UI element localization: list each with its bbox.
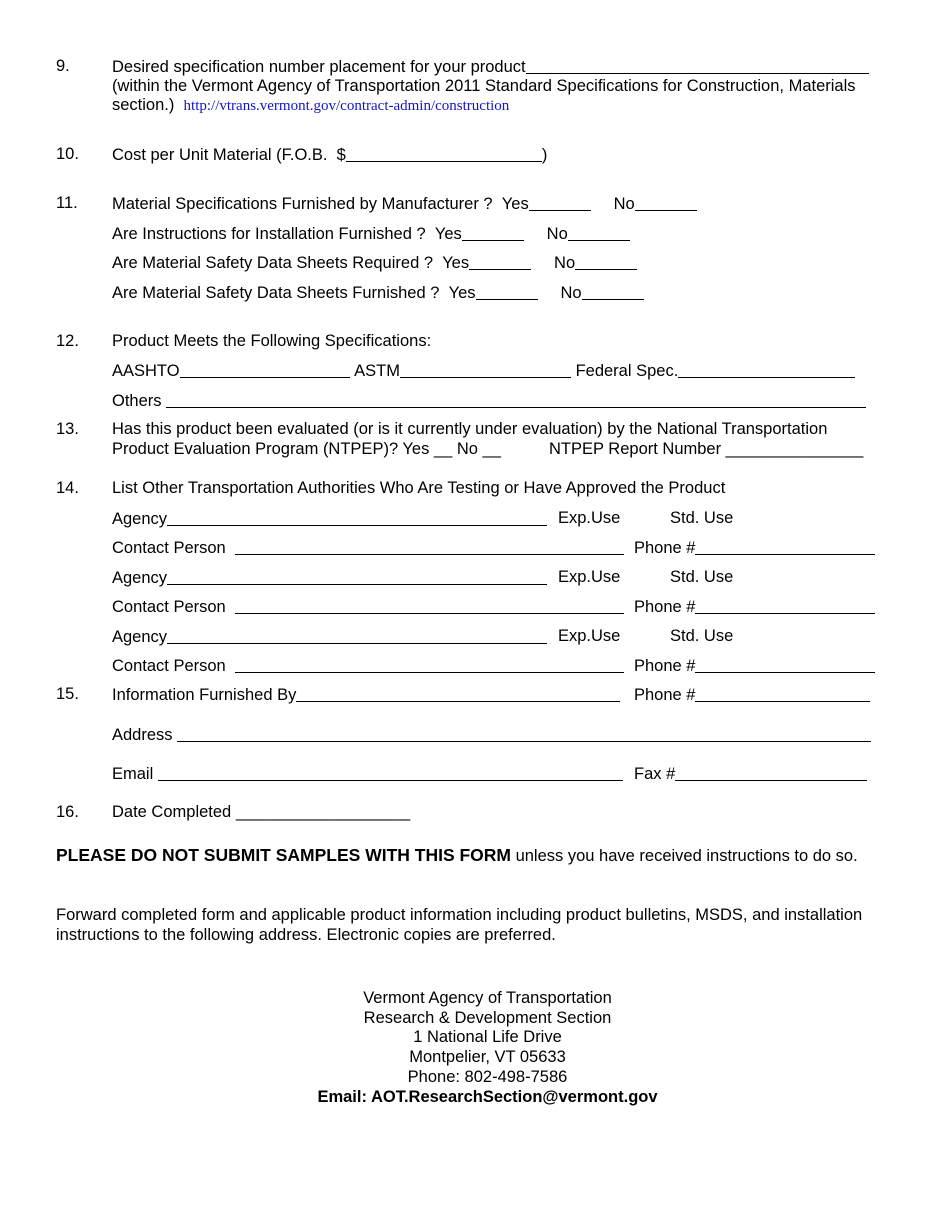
phone-label: Phone #: [634, 539, 696, 557]
forward-instructions: Forward completed form and applicable product information including product bulletins, MSDS, and installation instructions to the following address. Electronic copies are preferred.: [56, 906, 863, 944]
yes-field[interactable]: [529, 194, 591, 211]
item-13-line2: Product Evaluation Program (NTPEP)? Yes __ No __: [112, 440, 501, 458]
date-completed-field[interactable]: Date Completed ___________________: [112, 803, 411, 821]
fax-row: [634, 764, 867, 784]
phone-row: [634, 685, 870, 705]
phone-field[interactable]: [707, 685, 870, 702]
item-12-number: 12.: [56, 332, 79, 350]
contact-label: Contact Person: [112, 598, 226, 616]
item-14-number: 14.: [56, 479, 79, 497]
address-line-3: 1 National Life Drive: [413, 1028, 562, 1046]
no-label: No: [546, 225, 568, 243]
item-13-line1: Has this product been evaluated (or is it currently under evaluation) by the National Transportation: [112, 420, 828, 438]
contact-label: Contact Person: [112, 657, 226, 675]
construction-link[interactable]: http://vtrans.vermont.gov/contract-admin/construction: [183, 98, 510, 114]
contact-row: [112, 538, 624, 558]
no-label: No: [560, 284, 582, 302]
question-row: [112, 224, 630, 244]
question-text: Are Instructions for Installation Furnished ?: [112, 225, 426, 243]
contact-field[interactable]: [235, 656, 624, 673]
others-label: Others: [112, 392, 162, 410]
address-line-2: Research & Development Section: [363, 1009, 612, 1027]
std-use-label[interactable]: Std. Use: [670, 627, 734, 645]
fax-field[interactable]: [675, 764, 867, 781]
question-text: Material Specifications Furnished by Manufacturer ?: [112, 195, 493, 213]
agency-field[interactable]: [167, 568, 547, 585]
phone-field[interactable]: [695, 538, 875, 555]
phone-label: Phone #: [634, 686, 696, 704]
email-label: Email: [112, 765, 154, 783]
phone-field[interactable]: [695, 656, 875, 673]
item-13-number: 13.: [56, 420, 79, 438]
contact-field[interactable]: [235, 597, 624, 614]
yes-field[interactable]: [476, 283, 538, 300]
phone-row: [634, 538, 875, 558]
no-label: No: [554, 254, 576, 272]
astm-field[interactable]: [400, 361, 571, 378]
contact-row: [112, 656, 624, 676]
cost-field[interactable]: [346, 145, 542, 162]
item-14-title: List Other Transportation Authorities Who Are Testing or Have Approved the Product: [112, 479, 726, 497]
item-15-number: 15.: [56, 685, 79, 703]
agency-row: [112, 568, 547, 588]
email-row: [112, 764, 623, 784]
astm-label: ASTM: [354, 362, 400, 380]
address-phone: Phone: 802-498-7586: [407, 1068, 568, 1086]
others-row: [112, 391, 866, 411]
item-9-section: section.): [112, 96, 175, 114]
no-field[interactable]: [568, 224, 630, 241]
address-row: [112, 725, 871, 745]
question-row: [112, 253, 637, 273]
item-9-label: Desired specification number placement for your product: [112, 58, 526, 76]
question-row: [112, 283, 644, 303]
address-line-4: Montpelier, VT 05633: [409, 1048, 566, 1066]
agency-row: [112, 627, 547, 647]
no-label: No: [613, 195, 635, 213]
federal-spec-field[interactable]: [678, 361, 855, 378]
address-line-1: Vermont Agency of Transportation: [363, 989, 612, 1007]
no-field[interactable]: [635, 194, 697, 211]
furnished-by-field[interactable]: [296, 685, 620, 702]
yes-label: Yes: [448, 284, 476, 302]
yes-label: Yes: [501, 195, 529, 213]
item-9-line3: [112, 96, 509, 115]
item-16-number: 16.: [56, 803, 79, 821]
question-row: [112, 194, 697, 214]
agency-label: Agency: [112, 510, 168, 528]
agency-label: Agency: [112, 628, 168, 646]
notice: [56, 845, 906, 866]
furnished-by-row: [112, 685, 620, 705]
item-10-number: 10.: [56, 145, 79, 163]
exp-use-label[interactable]: Exp.Use: [558, 627, 621, 645]
yes-field[interactable]: [469, 253, 531, 270]
phone-field[interactable]: [695, 597, 875, 614]
std-use-label[interactable]: Std. Use: [670, 568, 734, 586]
phone-label: Phone #: [634, 598, 696, 616]
std-use-label[interactable]: Std. Use: [670, 509, 734, 527]
email-field[interactable]: [158, 764, 623, 781]
exp-use-label[interactable]: Exp.Use: [558, 509, 621, 527]
phone-row: [634, 656, 875, 676]
notice-bold: PLEASE DO NOT SUBMIT SAMPLES WITH THIS FORM: [56, 845, 511, 865]
fax-label: Fax #: [634, 765, 676, 783]
ntpep-report-number[interactable]: NTPEP Report Number _______________: [549, 440, 864, 458]
agency-field[interactable]: [167, 509, 547, 526]
question-text: Are Material Safety Data Sheets Furnished ?: [112, 284, 440, 302]
item-11-number: 11.: [56, 194, 78, 212]
yes-label: Yes: [442, 254, 470, 272]
contact-label: Contact Person: [112, 539, 226, 557]
item-12-title: Product Meets the Following Specifications:: [112, 332, 432, 350]
agency-label: Agency: [112, 569, 168, 587]
yes-label: Yes: [434, 225, 462, 243]
cost-close: ): [541, 146, 548, 164]
phone-row: [634, 597, 875, 617]
agency-row: [112, 509, 547, 529]
federal-spec-label: Federal Spec.: [575, 362, 679, 380]
currency-symbol: $: [336, 146, 346, 164]
phone-label: Phone #: [634, 657, 696, 675]
item-9-number: 9.: [56, 57, 70, 75]
aashto-label: AASHTO: [112, 362, 180, 380]
aashto-field[interactable]: [180, 361, 350, 378]
cost-label: Cost per Unit Material (F.O.B.: [112, 146, 328, 164]
spec-placement-field[interactable]: [526, 57, 869, 74]
address-email[interactable]: Email: AOT.ResearchSection@vermont.gov: [317, 1088, 658, 1106]
contact-field[interactable]: [235, 538, 624, 555]
contact-row: [112, 597, 624, 617]
exp-use-label[interactable]: Exp.Use: [558, 568, 621, 586]
yes-field[interactable]: [462, 224, 524, 241]
agency-field[interactable]: [167, 627, 547, 644]
item-9-question: [112, 57, 869, 77]
spec-row: [112, 361, 855, 381]
others-field[interactable]: [166, 391, 866, 408]
notice-rest: unless you have received instructions to do so.: [511, 847, 858, 865]
question-text: Are Material Safety Data Sheets Required ?: [112, 254, 434, 272]
item-9-line2: (within the Vermont Agency of Transportation 2011 Standard Specifications for Construction, Materials: [112, 77, 856, 95]
furnished-by-label: Information Furnished By: [112, 686, 297, 704]
address-field[interactable]: [177, 725, 871, 742]
item-10-row: [112, 145, 547, 165]
no-field[interactable]: [582, 283, 644, 300]
phone-field-start[interactable]: [695, 685, 707, 702]
address-label: Address: [112, 726, 173, 744]
no-field[interactable]: [575, 253, 637, 270]
